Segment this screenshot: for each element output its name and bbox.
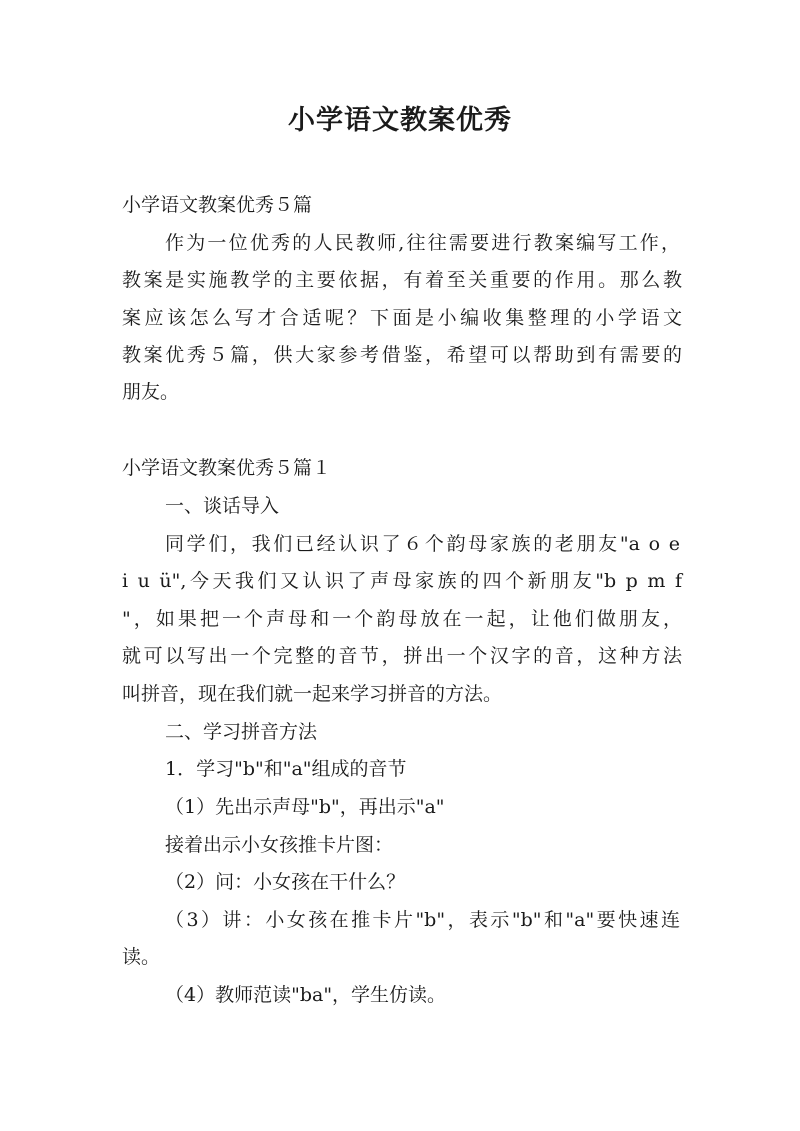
step-1-3-line-2: 读。 — [122, 946, 161, 968]
document-title: 小学语文教案优秀 — [288, 105, 512, 136]
intro-line-4: 教案优秀５篇，供大家参考借鉴，希望可以帮助到有需要的 — [122, 344, 682, 366]
part1-line-5: 叫拼音，现在我们就一起来学习拼音的方法。 — [122, 683, 503, 705]
part1-line-3: "，如果把一个声母和一个韵母放在一起，让他们做朋友， — [122, 608, 682, 630]
intro-line-1: 作为一位优秀的人民教师,往往需要进行教案编写工作， — [165, 232, 680, 254]
step-1-note: 接着出示小女孩推卡片图： — [165, 834, 394, 856]
intro-line-2: 教案是实施教学的主要依据，有着至关重要的作用。那么教 — [122, 269, 682, 291]
part1-line-4: 就可以写出一个完整的音节，拼出一个汉字的音，这种方法 — [122, 645, 682, 667]
step-1: 1．学习"b"和"a"组成的音节 — [165, 758, 407, 780]
part1-line-1: 同学们，我们已经认识了６个韵母家族的老朋友"a o e — [165, 533, 680, 555]
intro-line-5: 朋友。 — [122, 381, 180, 403]
part1-line-2: i u ü",今天我们又认识了声母家族的四个新朋友"b p m f — [122, 570, 682, 592]
step-1-1: （1）先出示声母"b"，再出示"a" — [165, 796, 445, 818]
part-heading-1: 一、谈话导入 — [165, 495, 280, 517]
document-subtitle: 小学语文教案优秀５篇 — [122, 194, 313, 216]
step-1-2: （2）问：小女孩在干什么？ — [165, 871, 406, 893]
section-heading-1: 小学语文教案优秀５篇１ — [122, 457, 332, 479]
part-heading-2: 二、学习拼音方法 — [165, 721, 318, 743]
step-1-3-line-1: （3）讲：小女孩在推卡片"b"，表示"b"和"a"要快速连 — [165, 909, 680, 931]
step-1-4: （4）教师范读"ba"，学生仿读。 — [165, 984, 447, 1006]
intro-line-3: 案应该怎么写才合适呢？下面是小编收集整理的小学语文 — [122, 307, 682, 329]
